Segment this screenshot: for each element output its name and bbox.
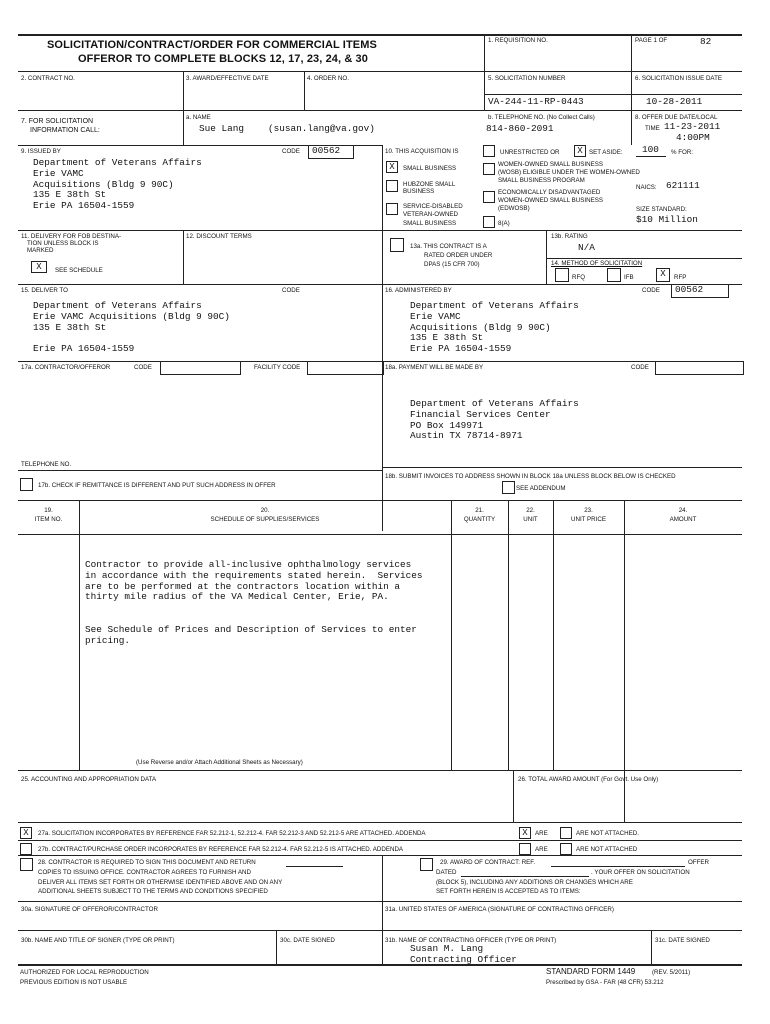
method-label: 14. METHOD OF SOLICITATION: [551, 260, 643, 267]
col-line: [382, 855, 383, 964]
col-line: [451, 500, 452, 770]
col-line: [508, 500, 509, 770]
27a-checkbox[interactable]: X: [20, 827, 32, 839]
row-line: [18, 770, 742, 771]
edwosb-label: ECONOMICALLY DISADVANTAGED: [498, 189, 601, 196]
27b-are-not-label: ARE NOT ATTACHED: [576, 846, 638, 853]
co-date-label: 31c. DATE SIGNED: [655, 937, 710, 944]
contact-email: (susan.lang@va.gov): [268, 123, 375, 134]
29-label-4: SET FORTH HEREIN IS ACCEPTED AS TO ITEMS:: [436, 888, 581, 895]
offer-label: OFFER: [688, 859, 709, 866]
sdvosb-label-3: SMALL BUSINESS: [403, 220, 457, 227]
naics-code: 621111: [666, 180, 700, 191]
row-line: [18, 855, 742, 856]
discount-terms-label: 12. DISCOUNT TERMS: [186, 233, 252, 240]
fob-label-3: MARKED: [27, 247, 54, 254]
issue-date-label: 6. SOLICITATION ISSUE DATE: [635, 75, 722, 82]
signer-date-label: 30c. DATE SIGNED: [280, 937, 335, 944]
wosb-checkbox[interactable]: [483, 163, 495, 175]
col-line: [183, 230, 184, 284]
row-line: [18, 534, 742, 535]
col-unit-num: 22.: [526, 507, 535, 514]
27a-are-label: ARE: [535, 830, 548, 837]
offer-due-date: 11-23-2011: [664, 121, 721, 132]
dated-line[interactable]: [461, 868, 589, 877]
row-line: [18, 822, 742, 823]
contact-name-label: a. NAME: [186, 114, 211, 121]
rating-label: 13b. RATING: [551, 233, 588, 240]
hubzone-checkbox[interactable]: [386, 180, 398, 192]
set-aside-checkbox[interactable]: X: [574, 145, 586, 157]
row-line: [18, 230, 742, 231]
hubzone-label-2: BUSINESS: [403, 188, 435, 195]
wosb-label-3: SMALL BUSINESS PROGRAM: [498, 177, 585, 184]
contracting-officer-name: Susan M. Lang: [410, 943, 484, 954]
issued-by-address: Department of Veterans Affairs Erie VAMC Acquisitions (Bldg 9 90C) 135 E 38th St Erie PA 16504-1559: [33, 157, 202, 212]
deliver-code-label: CODE: [282, 287, 300, 294]
col-line: [553, 500, 554, 770]
29-checkbox[interactable]: [420, 858, 433, 871]
unrestricted-checkbox[interactable]: [483, 145, 495, 157]
col-line: [304, 71, 305, 110]
sdvosb-label: SERVICE-DISABLED: [403, 203, 463, 210]
col-line: [382, 145, 383, 531]
ifb-label: IFB: [624, 274, 634, 281]
award-ref-label: 29. AWARD OF CONTRACT: REF.: [440, 859, 536, 866]
contract-no-label: 2. CONTRACT NO.: [21, 75, 75, 82]
issued-code: 00562: [312, 145, 341, 156]
col-line: [631, 110, 632, 145]
previous-edition-note: PREVIOUS EDITION IS NOT USABLE: [20, 979, 128, 986]
form-subtitle: OFFEROR TO COMPLETE BLOCKS 12, 17, 23, 24, & 30: [78, 53, 368, 65]
solicitation-number-label: 5. SOLICITATION NUMBER: [488, 75, 566, 82]
sdvosb-checkbox[interactable]: [386, 203, 398, 215]
col-line: [513, 770, 514, 822]
wosb-label: WOMEN-OWNED SMALL BUSINESS: [498, 161, 603, 168]
unrestricted-label: UNRESTRICTED OR: [500, 149, 560, 156]
form-title: SOLICITATION/CONTRACT/ORDER FOR COMMERCIAL ITEMS: [47, 39, 377, 51]
time-label: TIME: [645, 125, 660, 132]
page-total: 82: [700, 36, 712, 47]
rfq-checkbox[interactable]: [555, 268, 569, 282]
schedule-description: Contractor to provide all-inclusive ophthalmology services in accordance with the requirements stated herein. Services are to be performed at the contractors location within a thirty mile radius of the VA Medical Center, Erie, PA. See Schedule of Prices and Description of Services to enter pricing.: [85, 559, 423, 646]
issued-code-label: CODE: [282, 148, 300, 155]
offer-due-time: 4:00PM: [676, 132, 710, 143]
ifb-checkbox[interactable]: [607, 268, 621, 282]
see-schedule-checkbox[interactable]: X: [31, 261, 47, 273]
reverse-note: (Use Reverse and/or Attach Additional Sheets as Necessary): [136, 759, 303, 766]
administered-by-address: Department of Veterans Affairs Erie VAMC Acquisitions (Bldg 9 90C) 135 E 38th St Erie PA 16504-1559: [410, 300, 579, 355]
border-bottom: [18, 964, 742, 966]
col-line: [183, 71, 184, 145]
award-ref-line[interactable]: [551, 858, 685, 867]
27a-are-not-label: ARE NOT ATTACHED.: [576, 830, 639, 837]
27b-label: 27b. CONTRACT/PURCHASE ORDER INCORPORATES BY REFERENCE FAR 52.212-4. FAR 52.212-5 IS ATTACHED. ADDENDA: [38, 846, 404, 853]
admin-code-label: CODE: [642, 287, 660, 294]
col-quantity-num: 21.: [475, 507, 484, 514]
see-addendum-checkbox[interactable]: [502, 481, 515, 494]
col-amount: AMOUNT: [669, 516, 697, 523]
28-checkbox[interactable]: [20, 858, 33, 871]
issue-date: 10-28-2011: [646, 96, 703, 107]
edwosb-label-3: (EDWOSB): [498, 205, 530, 212]
admin-code: 00562: [675, 284, 704, 295]
remittance-checkbox[interactable]: [20, 478, 33, 491]
signer-name-label: 30b. NAME AND TITLE OF SIGNER (TYPE OR PRINT): [21, 937, 175, 944]
8a-checkbox[interactable]: [483, 216, 495, 228]
row-line: [18, 840, 742, 841]
invoice-label: 18b. SUBMIT INVOICES TO ADDRESS SHOWN IN BLOCK 18a UNLESS BLOCK BELOW IS CHECKED: [385, 473, 676, 480]
29-label-3: (BLOCK 5), INCLUDING ANY ADDITIONS OR CHANGES WHICH ARE: [436, 879, 633, 886]
27a-label: 27a. SOLICITATION INCORPORATES BY REFERENCE FAR 52.212-1, 52.212-4. FAR 52.212-3 AND 52.212-5 ARE ATTACHED. ADDENDA: [38, 830, 426, 837]
page-label: PAGE 1 OF: [635, 37, 668, 44]
info-call-label-2: INFORMATION CALL:: [30, 127, 100, 134]
see-addendum-label: SEE ADDENDUM: [516, 485, 566, 492]
edwosb-label-2: WOMEN-OWNED SMALL BUSINESS: [498, 197, 603, 204]
deliver-to-label: 15. DELIVER TO: [21, 287, 68, 294]
row-line: [382, 467, 742, 468]
payment-code-label: CODE: [631, 364, 649, 371]
rfp-label: RFP: [674, 274, 687, 281]
small-business-label: SMALL BUSINESS: [403, 165, 457, 172]
fob-label: 11. DELIVERY FOR FOB DESTINA-: [21, 233, 122, 240]
small-business-checkbox[interactable]: X: [386, 161, 398, 173]
form-revision: (REV. 5/2011): [652, 969, 691, 976]
sdvosb-label-2: VETERAN-OWNED: [403, 211, 459, 218]
deliver-to-address: Department of Veterans Affairs Erie VAMC Acquisitions (Bldg 9 90C) 135 E 38th St Erie PA 16504-1559: [33, 300, 230, 355]
usa-signature-label: 31a. UNITED STATES OF AMERICA (SIGNATURE OF CONTRACTING OFFICER): [385, 906, 614, 913]
contracting-officer-title: Contracting Officer: [410, 954, 517, 965]
award-date-label: 3. AWARD/EFFECTIVE DATE: [186, 75, 269, 82]
form-number: STANDARD FORM 1449: [546, 967, 636, 976]
remittance-label: 17b. CHECK IF REMITTANCE IS DIFFERENT AND PUT SUCH ADDRESS IN OFFER: [38, 482, 276, 489]
col-unit-price-num: 23.: [584, 507, 593, 514]
27a-are-checkbox[interactable]: X: [519, 827, 531, 839]
contact-name: Sue Lang: [199, 123, 245, 134]
your-offer-label: . YOUR OFFER ON SOLICITATION: [591, 869, 690, 876]
wosb-label-2: (WOSB) ELIGIBLE UNDER THE WOMEN-OWNED: [498, 169, 640, 176]
payment-address: Department of Veterans Affairs Financial Services Center PO Box 149971 Austin TX 78714-8971: [410, 398, 579, 442]
acquisition-label: 10. THIS ACQUISITION IS: [385, 148, 459, 155]
prescribed-by: Prescribed by GSA - FAR (48 CFR) 53.212: [546, 979, 664, 986]
28-label-3: DELIVER ALL ITEMS SET FORTH OR OTHERWISE IDENTIFIED ABOVE AND ON ANY: [38, 879, 283, 886]
28-label-2: COPIES TO ISSUING OFFICE. CONTRACTOR AGREES TO FURNISH AND: [38, 869, 251, 876]
rfp-checkbox[interactable]: X: [656, 268, 670, 282]
telephone-no-label: TELEPHONE NO.: [21, 461, 72, 468]
row-line: [546, 258, 742, 259]
col-quantity: QUANTITY: [463, 516, 496, 523]
row-line: [484, 94, 742, 95]
rated-order-label: 13a. THIS CONTRACT IS A: [410, 243, 487, 250]
fob-label-2: TION UNLESS BLOCK IS: [27, 240, 99, 247]
offer-due-label: 8. OFFER DUE DATE/LOCAL: [635, 114, 718, 121]
payment-label: 18a. PAYMENT WILL BE MADE BY: [385, 364, 484, 371]
solicitation-number: VA-244-11-RP-0443: [488, 96, 584, 107]
total-award-label: 26. TOTAL AWARD AMOUNT (For Govt. Use Only): [518, 776, 659, 783]
col-line: [546, 230, 547, 284]
27a-are-not-checkbox[interactable]: [560, 827, 572, 839]
row-line: [18, 901, 742, 902]
administered-by-label: 16. ADMINISTERED BY: [385, 287, 452, 294]
accounting-label: 25. ACCOUNTING AND APPROPRIATION DATA: [21, 776, 157, 783]
rfq-label: RFQ: [572, 274, 586, 281]
rated-order-label-3: DPAS (15 CFR 700): [424, 261, 480, 268]
8a-label: 8(A): [498, 220, 510, 227]
27b-are-label: ARE: [535, 846, 548, 853]
set-aside-percent: 100: [642, 144, 659, 155]
row-line: [18, 930, 742, 931]
row-line: [18, 110, 742, 111]
row-line: [18, 470, 382, 471]
row-line: [18, 71, 742, 72]
col-schedule: SCHEDULE OF SUPPLIES/SERVICES: [210, 516, 320, 523]
issued-by-label: 9. ISSUED BY: [21, 148, 61, 155]
row-line: [18, 500, 742, 501]
facility-code-box[interactable]: [307, 361, 384, 375]
28-label-4: ADDITIONAL SHEETS SUBJECT TO THE TERMS AND CONDITIONS SPECIFIED: [38, 888, 268, 895]
border-top: [18, 34, 742, 36]
dated-label: DATED: [436, 869, 457, 876]
27b-are-checkbox[interactable]: [519, 843, 531, 855]
size-standard-label: SIZE STANDARD:: [636, 206, 687, 213]
contractor-code-box[interactable]: [160, 361, 241, 375]
rated-order-label-2: RATED ORDER UNDER: [424, 252, 493, 259]
hubzone-label: HUBZONE SMALL: [403, 181, 456, 188]
col-line: [276, 930, 277, 964]
requisition-label: 1. REQUISITION NO.: [488, 37, 548, 44]
col-amount-num: 24.: [678, 507, 688, 514]
percent-for-label: % FOR:: [671, 149, 694, 156]
contractor-code-label: CODE: [134, 364, 152, 371]
telephone-number: 814-860-2091: [486, 123, 554, 134]
rated-order-checkbox[interactable]: [390, 238, 404, 252]
row-line: [18, 284, 742, 285]
rating-value: N/A: [578, 242, 595, 253]
col-line: [631, 34, 632, 110]
col-schedule-num: 20.: [260, 507, 270, 514]
see-schedule-label: SEE SCHEDULE: [55, 267, 103, 274]
col-item-no: ITEM NO.: [34, 516, 63, 523]
set-aside-label: SET ASIDE:: [589, 149, 623, 156]
offeror-signature-label: 30a. SIGNATURE OF OFFEROR/CONTRACTOR: [21, 906, 158, 913]
28-copies-line[interactable]: [286, 858, 343, 867]
info-call-label: 7. FOR SOLICITATION: [21, 118, 94, 125]
contracting-officer-label: 31b. NAME OF CONTRACTING OFFICER (TYPE OR PRINT): [385, 937, 557, 944]
col-item-no-num: 19.: [44, 507, 53, 514]
col-line: [624, 500, 625, 822]
payment-code-box: [655, 361, 744, 375]
col-unit-price: UNIT PRICE: [571, 516, 606, 523]
reproduction-note: AUTHORIZED FOR LOCAL REPRODUCTION: [20, 969, 149, 976]
telephone-label: b. TELEPHONE NO. (No Collect Calls): [488, 114, 595, 121]
27b-checkbox[interactable]: [20, 843, 32, 855]
size-standard: $10 Million: [636, 214, 698, 225]
col-line: [79, 500, 80, 770]
edwosb-checkbox[interactable]: [483, 191, 495, 203]
col-unit: UNIT: [523, 516, 538, 523]
naics-label: NAICS:: [636, 184, 657, 191]
order-no-label: 4. ORDER NO.: [307, 75, 349, 82]
col-line: [651, 930, 652, 964]
col-line: [484, 34, 485, 110]
facility-code-label: FACILITY CODE: [254, 364, 301, 371]
contractor-label: 17a. CONTRACTOR/OFFEROR: [21, 364, 111, 371]
27b-are-not-checkbox[interactable]: [560, 843, 572, 855]
28-label: 28. CONTRACTOR IS REQUIRED TO SIGN THIS DOCUMENT AND RETURN: [38, 859, 256, 866]
